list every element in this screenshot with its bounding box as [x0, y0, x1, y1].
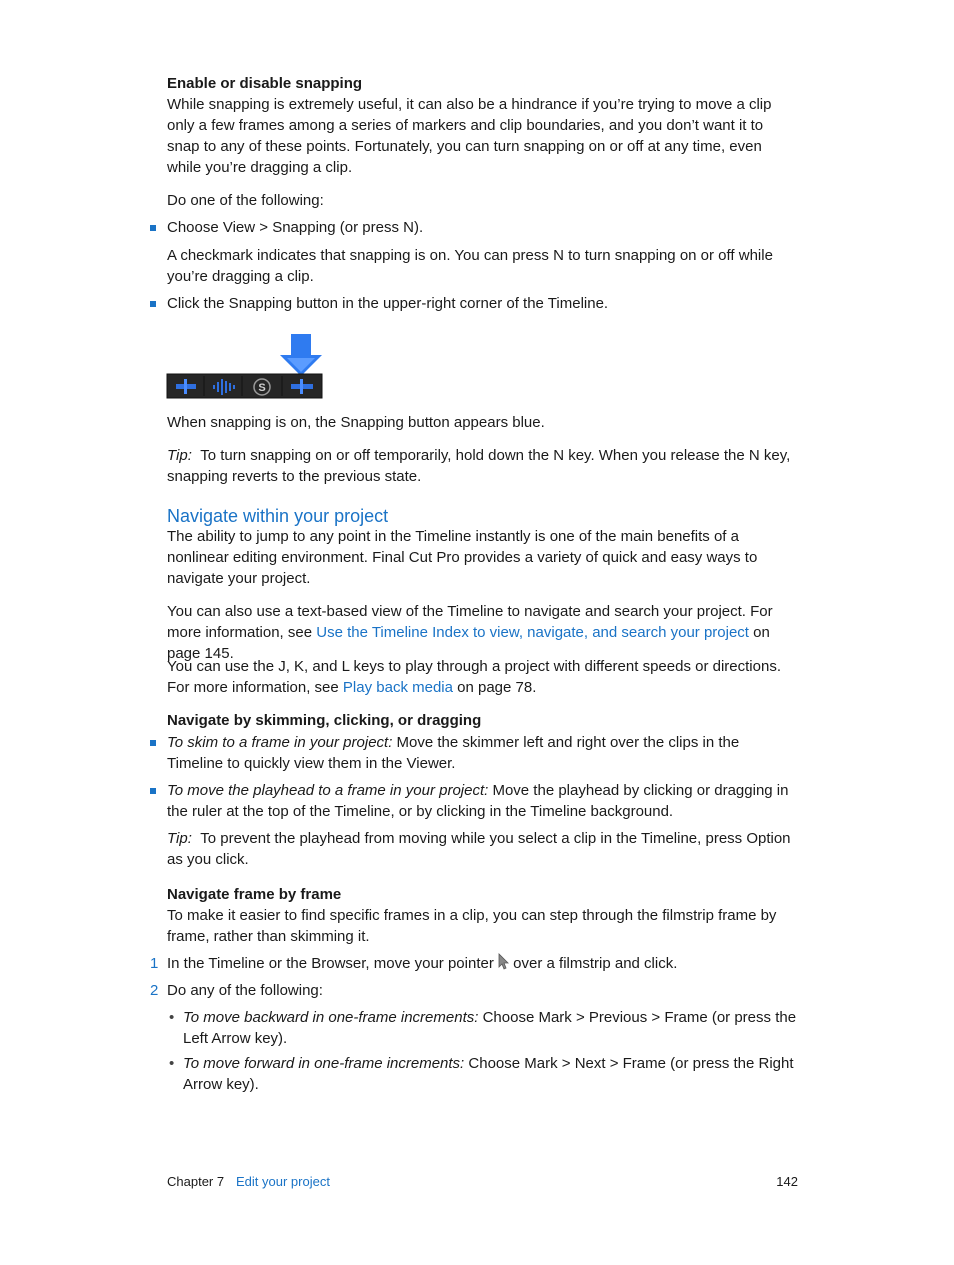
tip-text: To prevent the playhead from moving while you select a clip in the Timeline, press Option as you click. [167, 830, 791, 868]
skimming-heading: Navigate by skimming, clicking, or dragging [167, 712, 482, 729]
footer-chapter-link[interactable]: Edit your project [236, 1174, 330, 1189]
tip-text: To turn snapping on or off temporarily, hold down the N key. When you release the N key, snapping reverts to the previous state. [167, 447, 791, 485]
pointer-icon [498, 953, 509, 970]
snapping-toolbar-figure [166, 332, 324, 400]
bullet-marker [150, 788, 156, 794]
svg-text:S: S [258, 382, 266, 394]
bullet-marker [150, 301, 156, 307]
step-2: Do any of the following: [167, 982, 323, 999]
page-number: 142 [776, 1174, 798, 1189]
bullet-view-snapping-note: A checkmark indicates that snapping is on. You can press N to turn snapping on or off while you’re dragging a clip. [167, 247, 773, 285]
skimming-tip [167, 828, 797, 870]
backward-text: Choose Mark > Previous > Frame (or press the Left Arrow key). [183, 1009, 797, 1047]
tip-label: Tip: [167, 830, 192, 847]
forward-label: To move forward in one-frame increments: [183, 1055, 465, 1072]
frame-heading: Navigate frame by frame [167, 886, 342, 903]
tip-label: Tip: [167, 447, 192, 464]
playhead-bullet [167, 780, 797, 822]
p2-text: You can also use a text-based view of the Timeline to navigate and search your project. For more information, see [167, 603, 773, 641]
skim-bullet [167, 732, 797, 774]
down-arrow-icon [280, 334, 322, 376]
bullet-marker [150, 740, 156, 746]
sub-bullet-dot: • [169, 1009, 175, 1026]
playhead-bullet-text: Move the playhead by clicking or dragging in the ruler at the top of the Timeline, or by clicking in the Timeline background. [167, 782, 789, 820]
figure-caption: When snapping is on, the Snapping button appears blue. [167, 414, 545, 431]
footer-chapter: Chapter 7 [167, 1174, 225, 1189]
bullet-view-snapping: Choose View > Snapping (or press N). [167, 219, 424, 236]
timeline-index-link[interactable]: Use the Timeline Index to view, navigate, and search your project [316, 624, 749, 641]
sub-bullet-dot: • [169, 1055, 175, 1072]
navigate-p3 [167, 656, 797, 698]
bullet-snapping-button: Click the Snapping button in the upper-right corner of the Timeline. [167, 295, 609, 312]
backward-label: To move backward in one-frame increments: [183, 1009, 479, 1026]
p3-text: You can use the J, K, and L keys to play through a project with different speeds or directions. For more information, see [167, 658, 781, 696]
step-number: 1 [150, 955, 159, 972]
p2-page: on page 145. [167, 624, 770, 662]
frame-intro: To make it easier to find specific frames in a clip, you can step through the filmstrip frame by frame, rather than skimming it. [167, 907, 777, 945]
forward-text: Choose Mark > Next > Frame (or press the Right Arrow key). [183, 1055, 794, 1093]
snapping-intro: While snapping is extremely useful, it can also be a hindrance if you’re trying to move a clip only a few frames among a series of markers and clip boundaries, and you don’t want it to snap to any of these points. Fortunately, you can turn snapping on or off at any time, even while you’re dragging a clip. [167, 96, 772, 176]
step-1-text-end: over a filmstrip and click. [513, 955, 678, 972]
do-one-text: Do one of the following: [167, 192, 324, 209]
snapping-tip [167, 445, 797, 487]
navigate-p2 [167, 601, 797, 664]
step-1-text: In the Timeline or the Browser, move your pointer [167, 955, 494, 972]
navigate-heading: Navigate within your project [167, 506, 389, 526]
navigate-p1: The ability to jump to any point in the Timeline instantly is one of the main benefits of a nonlinear editing environment. Final Cut Pro provides a variety of quick and easy ways to navigate your project. [167, 528, 758, 587]
p3-page: on page 78. [452, 679, 537, 696]
forward-sub-bullet [183, 1053, 797, 1095]
snapping-heading: Enable or disable snapping [167, 75, 363, 92]
skim-bullet-label: To skim to a frame in your project: [167, 734, 393, 751]
play-back-media-link[interactable]: Play back media [342, 679, 453, 696]
playhead-bullet-label: To move the playhead to a frame in your project: [167, 782, 489, 799]
bullet-marker [150, 225, 156, 231]
backward-sub-bullet [183, 1007, 797, 1049]
step-1 [167, 953, 677, 974]
skim-bullet-text: Move the skimmer left and right over the clips in the Timeline to quickly view them in the Viewer. [167, 734, 740, 772]
step-number: 2 [150, 982, 159, 999]
